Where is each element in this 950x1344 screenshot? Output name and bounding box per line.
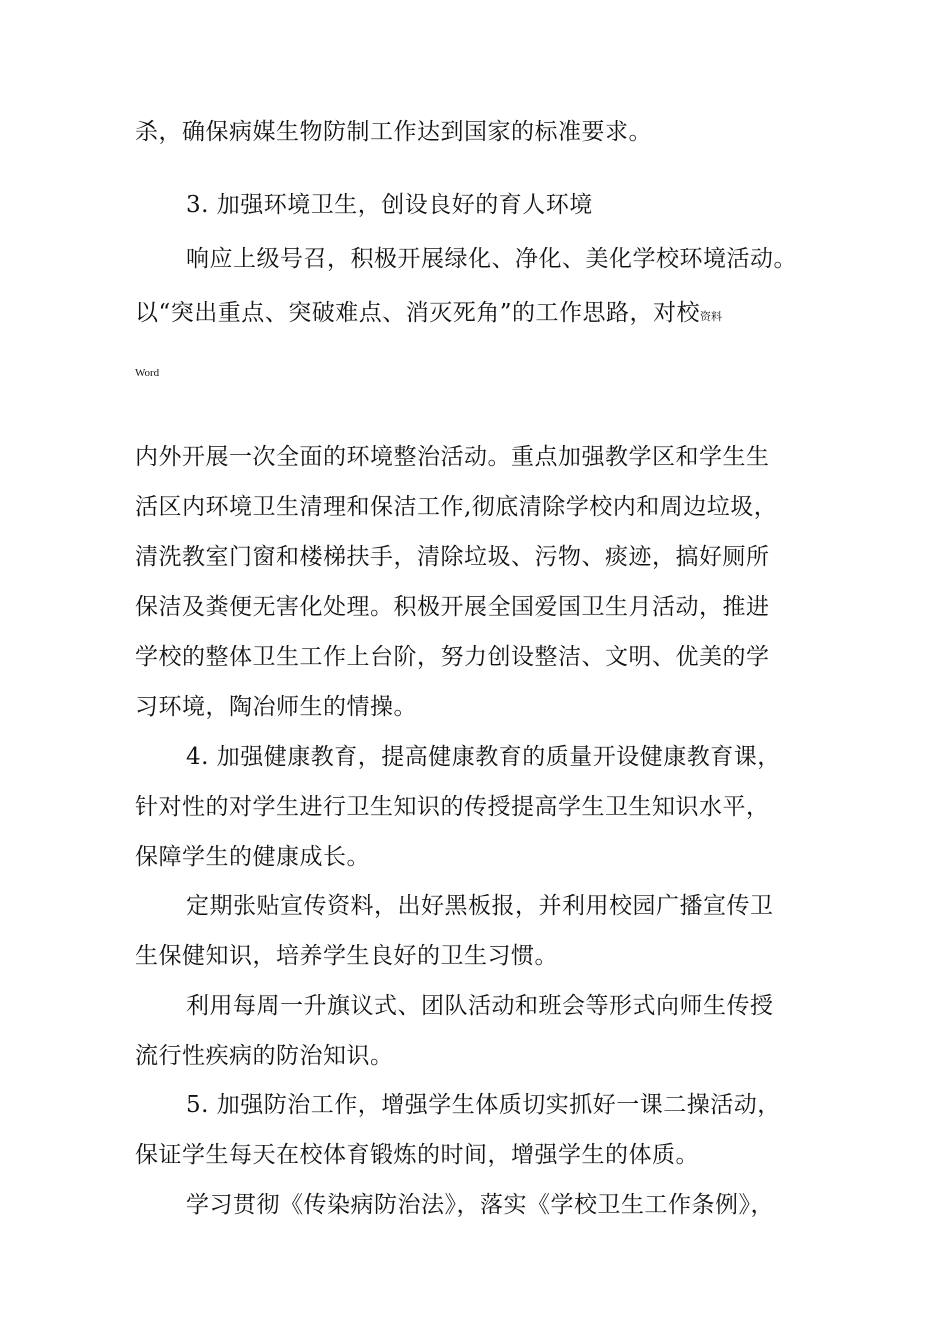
section-heading: 4. 加强健康教育，提高健康教育的质量开设健康教育课， <box>186 744 781 770</box>
text-line: 学习贯彻《传染病防治法》，落实《学校卫生工作条例》， <box>186 1192 774 1218</box>
page-footer-label: Word <box>135 367 160 379</box>
text-line: 针对性的对学生进行卫生知识的传授提高学生卫生知识水平， <box>135 794 770 820</box>
text-line: 流行性疾病的防治知识。 <box>135 1043 394 1069</box>
text-line: 活区内环境卫生清理和保洁工作,彻底清除学校内和周边垃圾， <box>135 494 778 520</box>
text-line: 内外开展一次全面的环境整治活动。重点加强教学区和学生生 <box>135 444 770 470</box>
text-line: 利用每周一升旗议式、团队活动和班会等形式向师生传授 <box>186 993 774 1019</box>
text-line: 保证学生每天在校体育锻炼的时间，增强学生的体质。 <box>135 1142 699 1168</box>
text-line: 学校的整体卫生工作上台阶，努力创设整洁、文明、优美的学 <box>135 644 770 670</box>
text-line: 清洗教室门窗和楼梯扶手，清除垃圾、污物、痰迹，搞好厕所 <box>135 544 770 570</box>
section-heading: 3. 加强环境卫生，创设良好的育人环境 <box>186 192 593 218</box>
text-line: 保洁及粪便无害化处理。积极开展全国爱国卫生月活动，推进 <box>135 594 770 620</box>
text-line: 习环境，陶冶师生的情操。 <box>135 694 417 720</box>
inline-label: 资料 <box>700 310 723 323</box>
text-line: 生保健知识，培养学生良好的卫生习惯。 <box>135 943 558 969</box>
text-line: 杀，确保病媒生物防制工作达到国家的标准要求。 <box>135 119 652 145</box>
section-heading: 5. 加强防治工作，增强学生体质切实抓好一课二操活动， <box>186 1092 781 1118</box>
text-line: 保障学生的健康成长。 <box>135 844 370 870</box>
text-line-content: 以“突出重点、突破难点、消灭死角”的工作思路，对校 <box>135 300 701 326</box>
text-line: 响应上级号召，积极开展绿化、净化、美化学校环境活动。 <box>186 246 797 272</box>
text-line <box>135 298 722 332</box>
text-line: 定期张贴宣传资料，出好黑板报，并利用校园广播宣传卫 <box>186 893 774 919</box>
